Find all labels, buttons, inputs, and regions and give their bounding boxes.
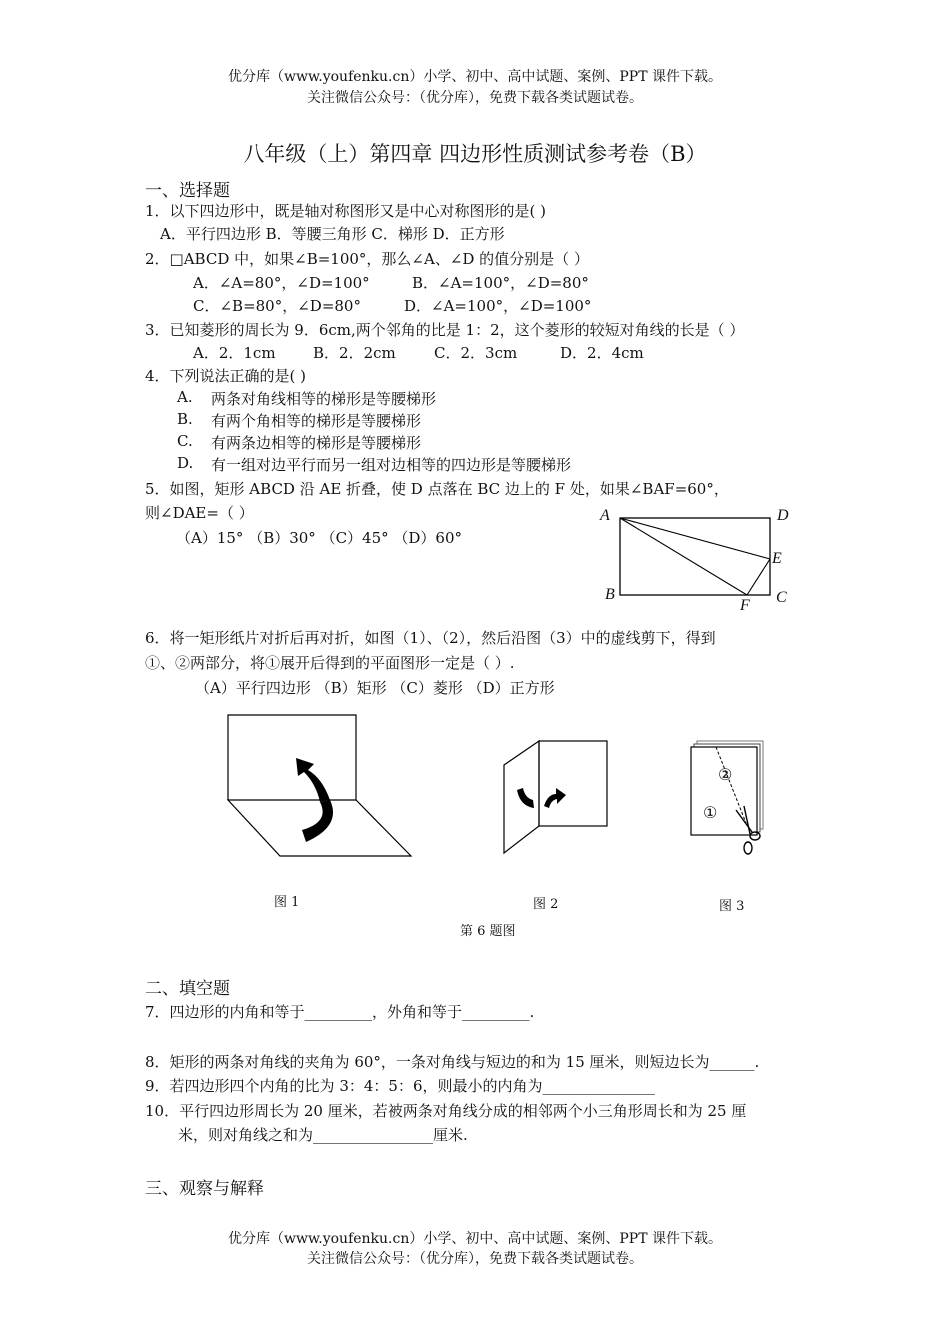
header-line-1: 优分库（www.youfenku.cn）小学、初中、高中试题、案例、PPT 课件下载。 [227,69,722,85]
fig1-caption: 图 1 [274,895,300,910]
point-label-c: C [776,589,787,606]
q4-option-c-text: 有两条边相等的梯形是等腰梯形 [211,434,422,452]
q10-line-1: 10．平行四边形周长为 20 厘米，若被两条对角线分成的相邻两个小三角形周长和为 25 厘 [145,1102,747,1120]
point-label-d: D [777,507,789,524]
fig3-part-2-mark: ② [718,765,733,784]
point-label-a: A [600,507,610,524]
fig3-caption: 图 3 [719,899,745,914]
q6-options: （A）平行四边形 （B）矩形 （C）菱形 （D）正方形 [195,679,555,697]
q3-option-b: B．2．2cm [313,344,396,362]
q4-option-d-letter: D. [177,454,194,472]
q4-option-b-text: 有两个角相等的梯形是等腰梯形 [211,412,422,430]
q2-option-a: A．∠A=80°，∠D=100° [193,274,370,292]
q6-stem-line-2: ①、②两部分，将①展开后得到的平面图形一定是（ ）. [145,654,515,672]
q2-option-b: B．∠A=100°，∠D=80° [412,274,589,292]
footer-line-2: 关注微信公众号：（优分库），免费下载各类试题试卷。 [307,1251,643,1267]
point-label-e: E [772,550,782,567]
point-label-b: B [605,586,615,603]
section-fill-heading: 二、填空题 [145,979,230,999]
q5-options: （A）15° （B）30° （C）45° （D）60° [176,529,463,547]
q2-stem: 2．□ABCD 中，如果∠B=100°，那么∠A、∠D 的值分别是（ ） [145,250,589,268]
q5-stem-line-2: 则∠DAE=（ ） [145,504,254,522]
q4-option-a-letter: A. [177,388,193,406]
q4-stem: 4．下列说法正确的是( ) [145,367,307,385]
q1-stem: 1．以下四边形中，既是轴对称图形又是中心对称图形的是( ) [145,202,547,220]
q6-figure-caption: 第 6 题图 [460,924,516,939]
section-explain-heading: 三、观察与解释 [145,1179,264,1199]
q7: 7．四边形的内角和等于_________，外角和等于_________. [145,1003,535,1021]
q10-line-2: 米，则对角线之和为________________厘米. [178,1126,468,1144]
q4-option-b-letter: B. [177,410,193,428]
fig3-part-1-mark: ① [703,803,718,822]
q4-option-a-text: 两条对角线相等的梯形是等腰梯形 [211,390,437,408]
q5-stem-line-1: 5．如图，矩形 ABCD 沿 AE 折叠，使 D 点落在 BC 边上的 F 处，如果∠BAF=60°， [145,480,729,498]
fig2-caption: 图 2 [533,897,559,912]
page-title: 八年级（上）第四章 四边形性质测试参考卷（B） [243,142,707,166]
footer-line-1: 优分库（www.youfenku.cn）小学、初中、高中试题、案例、PPT 课件下载。 [227,1231,722,1247]
q4-option-c-letter: C. [177,432,193,450]
q3-option-d: D．2．4cm [560,344,644,362]
q9: 9．若四边形四个内角的比为 3：4：5：6，则最小的内角为_______________ [145,1077,655,1095]
q8: 8．矩形的两条对角线的夹角为 60°，一条对角线与短边的和为 15 厘米，则短边长为______. [145,1053,760,1071]
point-label-f: F [740,597,750,614]
q6-stem-line-1: 6．将一矩形纸片对折后再对折，如图（1）、（2），然后沿图（3）中的虚线剪下，得到 [145,629,716,647]
q3-option-a: A．2．1cm [193,344,276,362]
q2-option-d: D．∠A=100°，∠D=100° [404,297,592,315]
header-line-2: 关注微信公众号：（优分库），免费下载各类试题试卷。 [307,90,643,106]
section-choice-heading: 一、选择题 [145,181,230,201]
q2-option-c: C．∠B=80°，∠D=80° [193,297,361,315]
q3-option-c: C．2．3cm [434,344,518,362]
q1-options: A．平行四边形 B．等腰三角形 C．梯形 D．正方形 [160,225,505,243]
q4-option-d-text: 有一组对边平行而另一组对边相等的四边形是等腰梯形 [211,456,572,474]
q3-stem: 3．已知菱形的周长为 9．6cm,两个邻角的比是 1：2，这个菱形的较短对角线的长是（ ） [145,321,745,339]
